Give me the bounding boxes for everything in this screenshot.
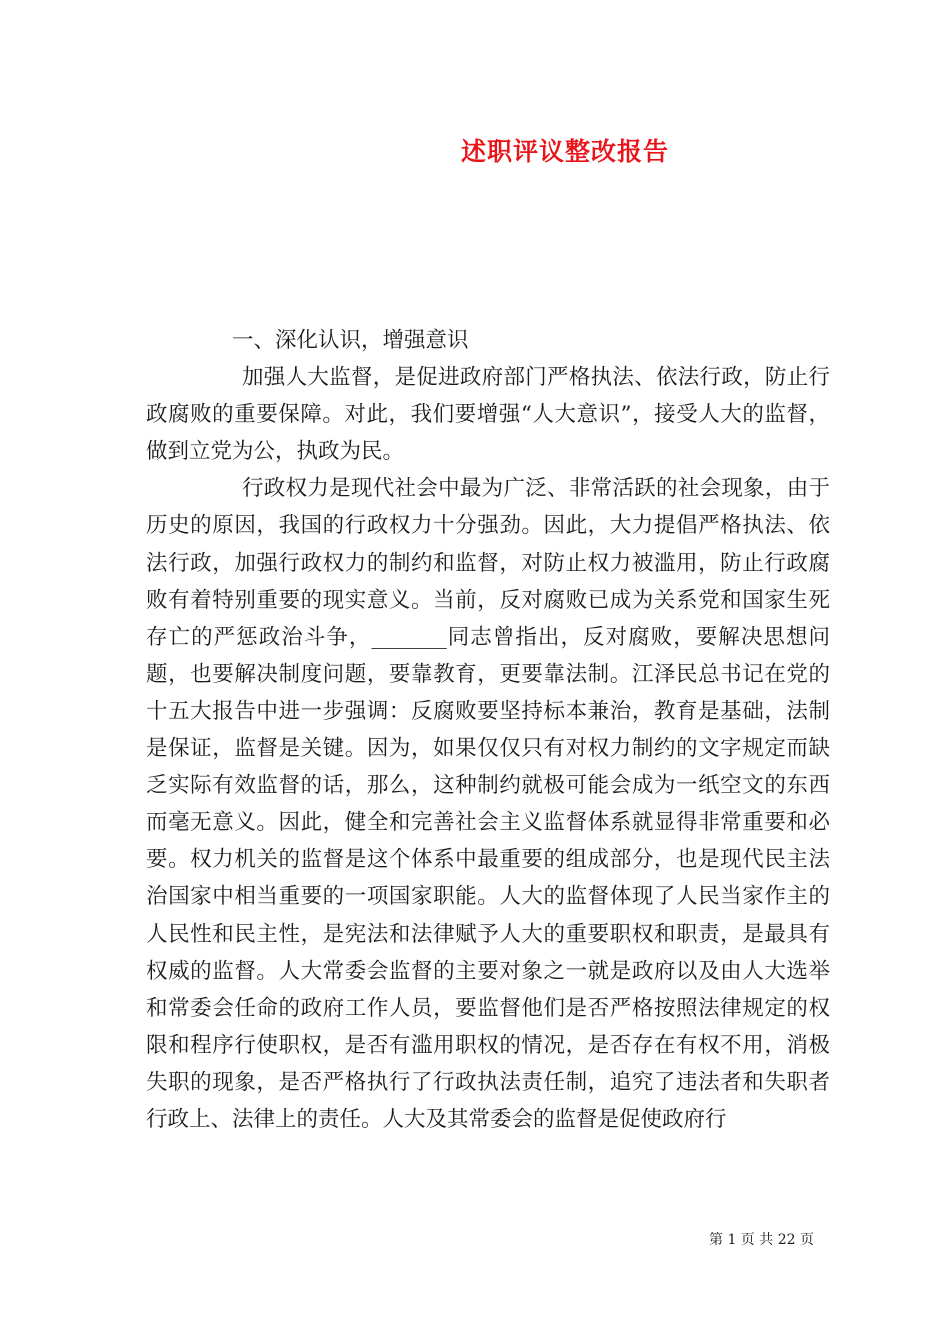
document-title: 述职评议整改报告 — [460, 137, 669, 166]
paragraph-1: 加强人大监督，是促进政府部门严格执法、依法行政，防止行政腐败的重要保障。对此，我们要增强“人大意识”，接受人大的监督，做到立党为公，执政为民。 — [146, 365, 830, 465]
document-body — [146, 322, 830, 1138]
section-heading: 一、深化认识，增强意识 — [232, 328, 469, 353]
page-number-footer: 第 1 页 共 22 页 — [709, 1232, 814, 1248]
paragraph-2: 行政权力是现代社会中最为广泛、非常活跃的社会现象，由于历史的原因，我国的行政权力十分强劲。因此，大力提倡严格执法、依法行政，加强行政权力的制约和监督，对防止权力被滥用，防止行政腐败有着特别重要的现实意义。当前，反对腐败已成为关系党和国家生死存亡的严惩政治斗争，_______同志曾指出，反对腐败，要解决思想问题，也要解决制度问题，要靠教育，更要靠法制。江泽民总书记在党的十五大报告中进一步强调：反腐败要坚持标本兼治，教育是基础，法制是保证，监督是关键。因为，如果仅仅只有对权力制约的文字规定而缺乏实际有效监督的话，那么，这种制约就极可能会成为一纸空文的东西而毫无意义。因此，健全和完善社会主义监督体系就显得非常重要和必要。权力机关的监督是这个体系中最重要的组成部分，也是现代民主法治国家中相当重要的一项国家职能。人大的监督体现了人民当家作主的人民性和民主性，是宪法和法律赋予人大的重要职权和职责，是最具有权威的监督。人大常委会监督的主要对象之一就是政府以及由人大选举和常委会任命的政府工作人员，要监督他们是否严格按照法律规定的权限和程序行使职权，是否有滥用职权的情况，是否存在有权不用，消极失职的现象，是否严格执行了行政执法责任制，追究了违法者和失职者行政上、法律上的责任。人大及其常委会的监督是促使政府行 — [146, 476, 830, 1132]
